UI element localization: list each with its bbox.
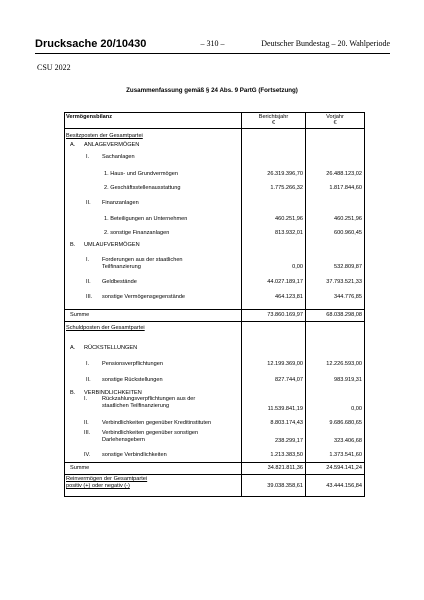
row-current-value: 813.932,01	[275, 230, 303, 236]
assets-B-title: UMLAUFVERMÖGEN	[84, 242, 140, 248]
row-number: III.	[86, 294, 93, 300]
assets-II-label: II.	[86, 200, 91, 206]
row-previous-value: 26.488.123,02	[326, 171, 362, 177]
row-previous-value: 460.251,96	[334, 216, 362, 222]
liabilities-B-title: VERBINDLICHKEITEN	[84, 390, 142, 396]
row-label: Verbindlichkeiten gegenüber Kreditinstituten	[102, 420, 212, 426]
net-assets-current: 39.038.358,61	[267, 483, 303, 489]
row-label: Pensionsverpflichtungen	[102, 361, 163, 367]
row-current-value: 26.319.396,70	[267, 171, 303, 177]
row-previous-value: 9.686.680,65	[329, 420, 362, 426]
column-header-label: Vermögensbilanz	[66, 114, 113, 120]
page-number: – 310 –	[200, 39, 225, 48]
publisher-line: Deutscher Bundestag – 20. Wahlperiode	[261, 39, 390, 48]
row-current-value: 1.775.266,32	[270, 185, 303, 191]
row-current-value: 12.199.369,00	[267, 361, 303, 367]
assets-I-title: Sachanlagen	[102, 154, 135, 160]
row-previous-value: 983.919,31	[334, 377, 362, 383]
liabilities-B-label: B.	[70, 390, 76, 396]
row-number: II.	[86, 279, 91, 285]
page-title: Zusammenfassung gemäß § 24 Abs. 9 PartG (Fortsetzung)	[126, 87, 298, 94]
row-number: I.	[86, 257, 90, 263]
row-previous-value: 0,00	[351, 406, 362, 412]
row-current-value: 8.803.174,43	[270, 420, 303, 426]
row-number: II.	[84, 420, 89, 426]
row-number: I.	[86, 361, 90, 367]
header-rule	[35, 53, 390, 54]
column-header-previous: Vorjahr	[326, 114, 344, 120]
row-previous-value: 12.226.593,00	[326, 361, 362, 367]
row-current-value: 827.744,07	[275, 377, 303, 383]
row-label: 1. Beteiligungen an Unternehmen	[104, 216, 188, 222]
row-current-value: 0,00	[292, 264, 303, 270]
row-current-value: 11.539.841,19	[267, 406, 303, 412]
row-previous-value: 1.373.541,60	[329, 452, 362, 458]
row-previous-value: 1.817.844,60	[329, 185, 362, 191]
assets-sum-label: Summe	[70, 312, 90, 318]
row-label-cont: Darlehensgebern	[102, 437, 145, 443]
row-current-value: 460.251,96	[275, 216, 303, 222]
row-label: 1. Haus- und Grundvermögen	[104, 171, 179, 177]
row-current-value: 238.299,17	[275, 438, 303, 444]
row-label: sonstige Rückstellungen	[102, 377, 163, 383]
liabilities-sum-label: Summe	[70, 465, 90, 471]
assets-sum-bottom-rule	[64, 321, 365, 322]
assets-heading: Besitzposten der Gesamtpartei	[66, 133, 143, 139]
net-assets-label: Reinvermögen der Gesamtpartei	[66, 476, 148, 482]
row-previous-value: 600.960,45	[334, 230, 362, 236]
row-number: I.	[84, 396, 88, 402]
row-current-value: 44.027.189,17	[267, 279, 303, 285]
assets-B-label: B.	[70, 242, 76, 248]
assets-A-label: A.	[70, 142, 76, 148]
table-border-top	[64, 112, 365, 113]
row-label-cont: Teilfinanzierung	[102, 264, 141, 270]
row-label: Forderungen aus der staatlichen	[102, 257, 183, 263]
assets-sum-current: 73.860.169,97	[267, 312, 303, 318]
party-label: CSU 2022	[37, 63, 71, 72]
row-label: 2. sonstige Finanzanlagen	[104, 230, 170, 236]
table-border-left	[64, 112, 65, 497]
liabilities-sum-previous: 24.594.141,24	[326, 465, 362, 471]
liabilities-sum-current: 34.821.811,36	[267, 465, 303, 471]
document-number: Drucksache 20/10430	[35, 38, 147, 50]
liabilities-sum-bottom-rule	[64, 474, 365, 475]
row-current-value: 1.213.383,50	[270, 452, 303, 458]
table-border-right	[364, 112, 365, 497]
row-previous-value: 37.793.521,33	[326, 279, 362, 285]
row-label: 2. Geschäftsstellenausstattung	[104, 185, 181, 191]
row-number: IV.	[84, 452, 91, 458]
assets-II-title: Finanzanlagen	[102, 200, 139, 206]
row-previous-value: 532.809,87	[334, 264, 362, 270]
assets-sum-previous: 68.038.298,08	[326, 312, 362, 318]
assets-sum-top-rule	[64, 309, 365, 310]
row-label-cont: staatlichen Teilfinanzierung	[102, 403, 170, 409]
row-label: sonstige Verbindlichkeiten	[102, 452, 167, 458]
net-assets-previous: 43.444.156,84	[326, 483, 362, 489]
liabilities-sum-top-rule	[64, 462, 365, 463]
row-label: Verbindlichkeiten gegenüber sonstigen	[102, 430, 199, 436]
column-header-current: Berichtsjahr	[258, 114, 289, 120]
row-previous-value: 323.406,68	[334, 438, 362, 444]
row-number: III.	[84, 430, 91, 436]
row-number: II.	[86, 377, 91, 383]
net-assets-label-cont: positiv (+) oder negativ (-)	[66, 483, 130, 489]
header-bottom-rule	[64, 128, 365, 129]
assets-I-label: I.	[86, 154, 90, 160]
liabilities-A-title: RÜCKSTELLUNGEN	[84, 345, 138, 351]
row-label: Geldbestände	[102, 279, 137, 285]
row-previous-value: 344.776,85	[334, 294, 362, 300]
page-header	[35, 38, 390, 52]
liabilities-heading: Schuldposten der Gesamtpartei	[66, 325, 145, 331]
currency-current: €	[271, 120, 276, 126]
table-border-bottom	[64, 496, 365, 497]
row-label: sonstige Vermögensgegenstände	[102, 294, 186, 300]
balance-table	[64, 112, 365, 497]
currency-previous: €	[333, 120, 337, 126]
assets-A-title: ANLAGEVERMÖGEN	[84, 142, 140, 148]
row-current-value: 464.123,81	[275, 294, 303, 300]
row-label: Rückzahlungsverpflichtungen aus der	[102, 396, 196, 402]
liabilities-A-label: A.	[70, 345, 76, 351]
